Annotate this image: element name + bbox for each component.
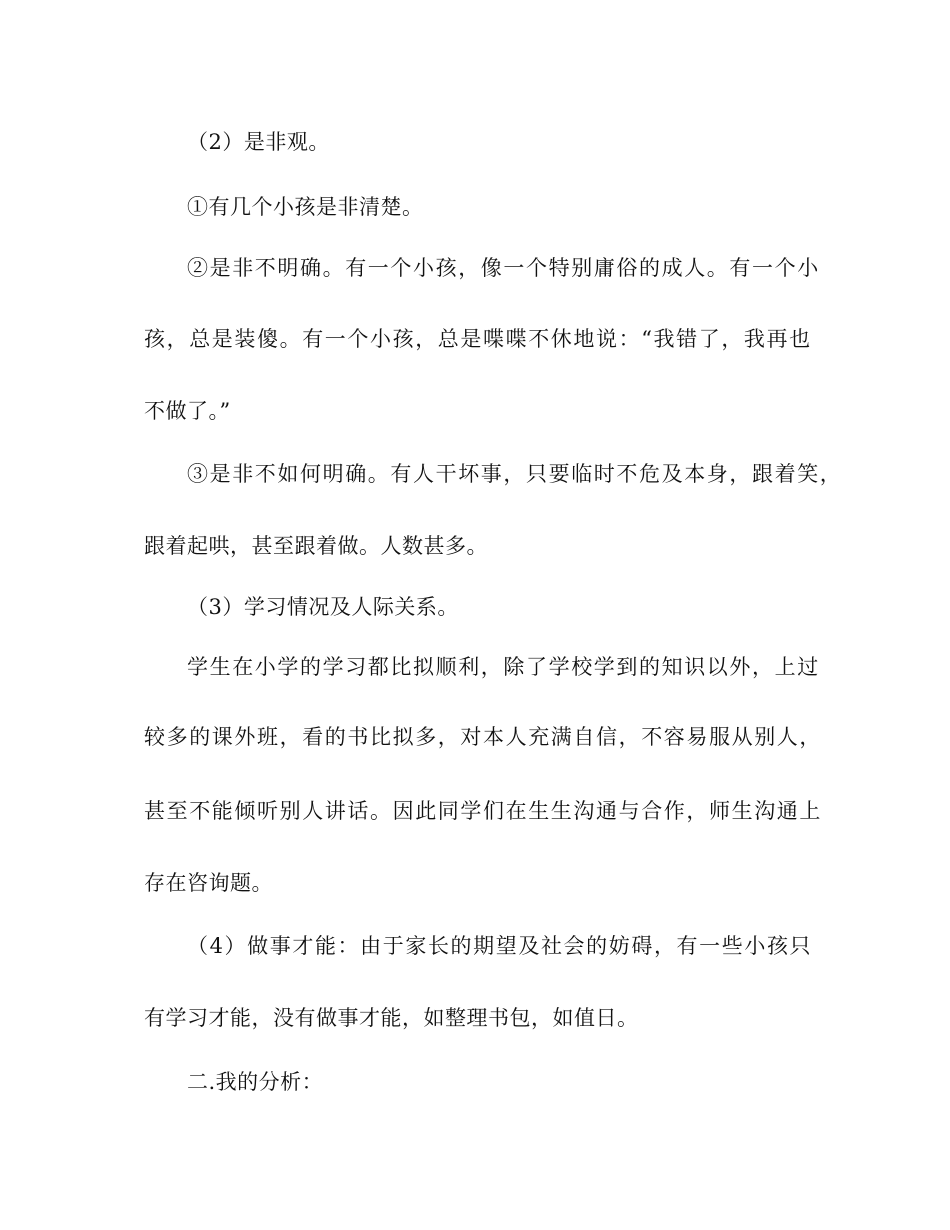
paragraph-line: 甚至不能倾听别人讲话。因此同学们在生生沟通与合作，师生沟通上 [144, 799, 822, 823]
paragraph-line: ①有几个小孩是非清楚。 [187, 195, 424, 219]
subheading-study-and-relations: （3）学习情况及人际关系。 [187, 595, 459, 619]
paragraph-line: 存在咨询题。 [144, 871, 273, 895]
paragraph-line: ③是非不如何明确。有人干坏事，只要临时不危及本身，跟着笑， [187, 462, 843, 486]
paragraph-line: 孩，总是装傻。有一个小孩，总是喋喋不休地说：“我错了，我再也 [144, 327, 812, 351]
section-heading-my-analysis: 二.我的分析： [187, 1070, 324, 1094]
paragraph-line: 不做了。” [144, 399, 231, 423]
subheading-practical-ability: （4）做事才能：由于家长的期望及社会的妨碍，有一些小孩只 [187, 934, 813, 958]
subheading-right-and-wrong: （2）是非观。 [187, 130, 330, 154]
paragraph-line: 跟着起哄，甚至跟着做。人数甚多。 [144, 534, 488, 558]
paragraph-line: 学生在小学的学习都比拟顺利，除了学校学到的知识以外，上过 [187, 655, 820, 679]
paragraph-line: 较多的课外班，看的书比拟多，对本人充满自信，不容易服从别人， [144, 725, 822, 749]
paragraph-line: ②是非不明确。有一个小孩，像一个特别庸俗的成人。有一个小 [187, 256, 820, 280]
paragraph-line: 有学习才能，没有做事才能，如整理书包，如值日。 [144, 1006, 639, 1030]
